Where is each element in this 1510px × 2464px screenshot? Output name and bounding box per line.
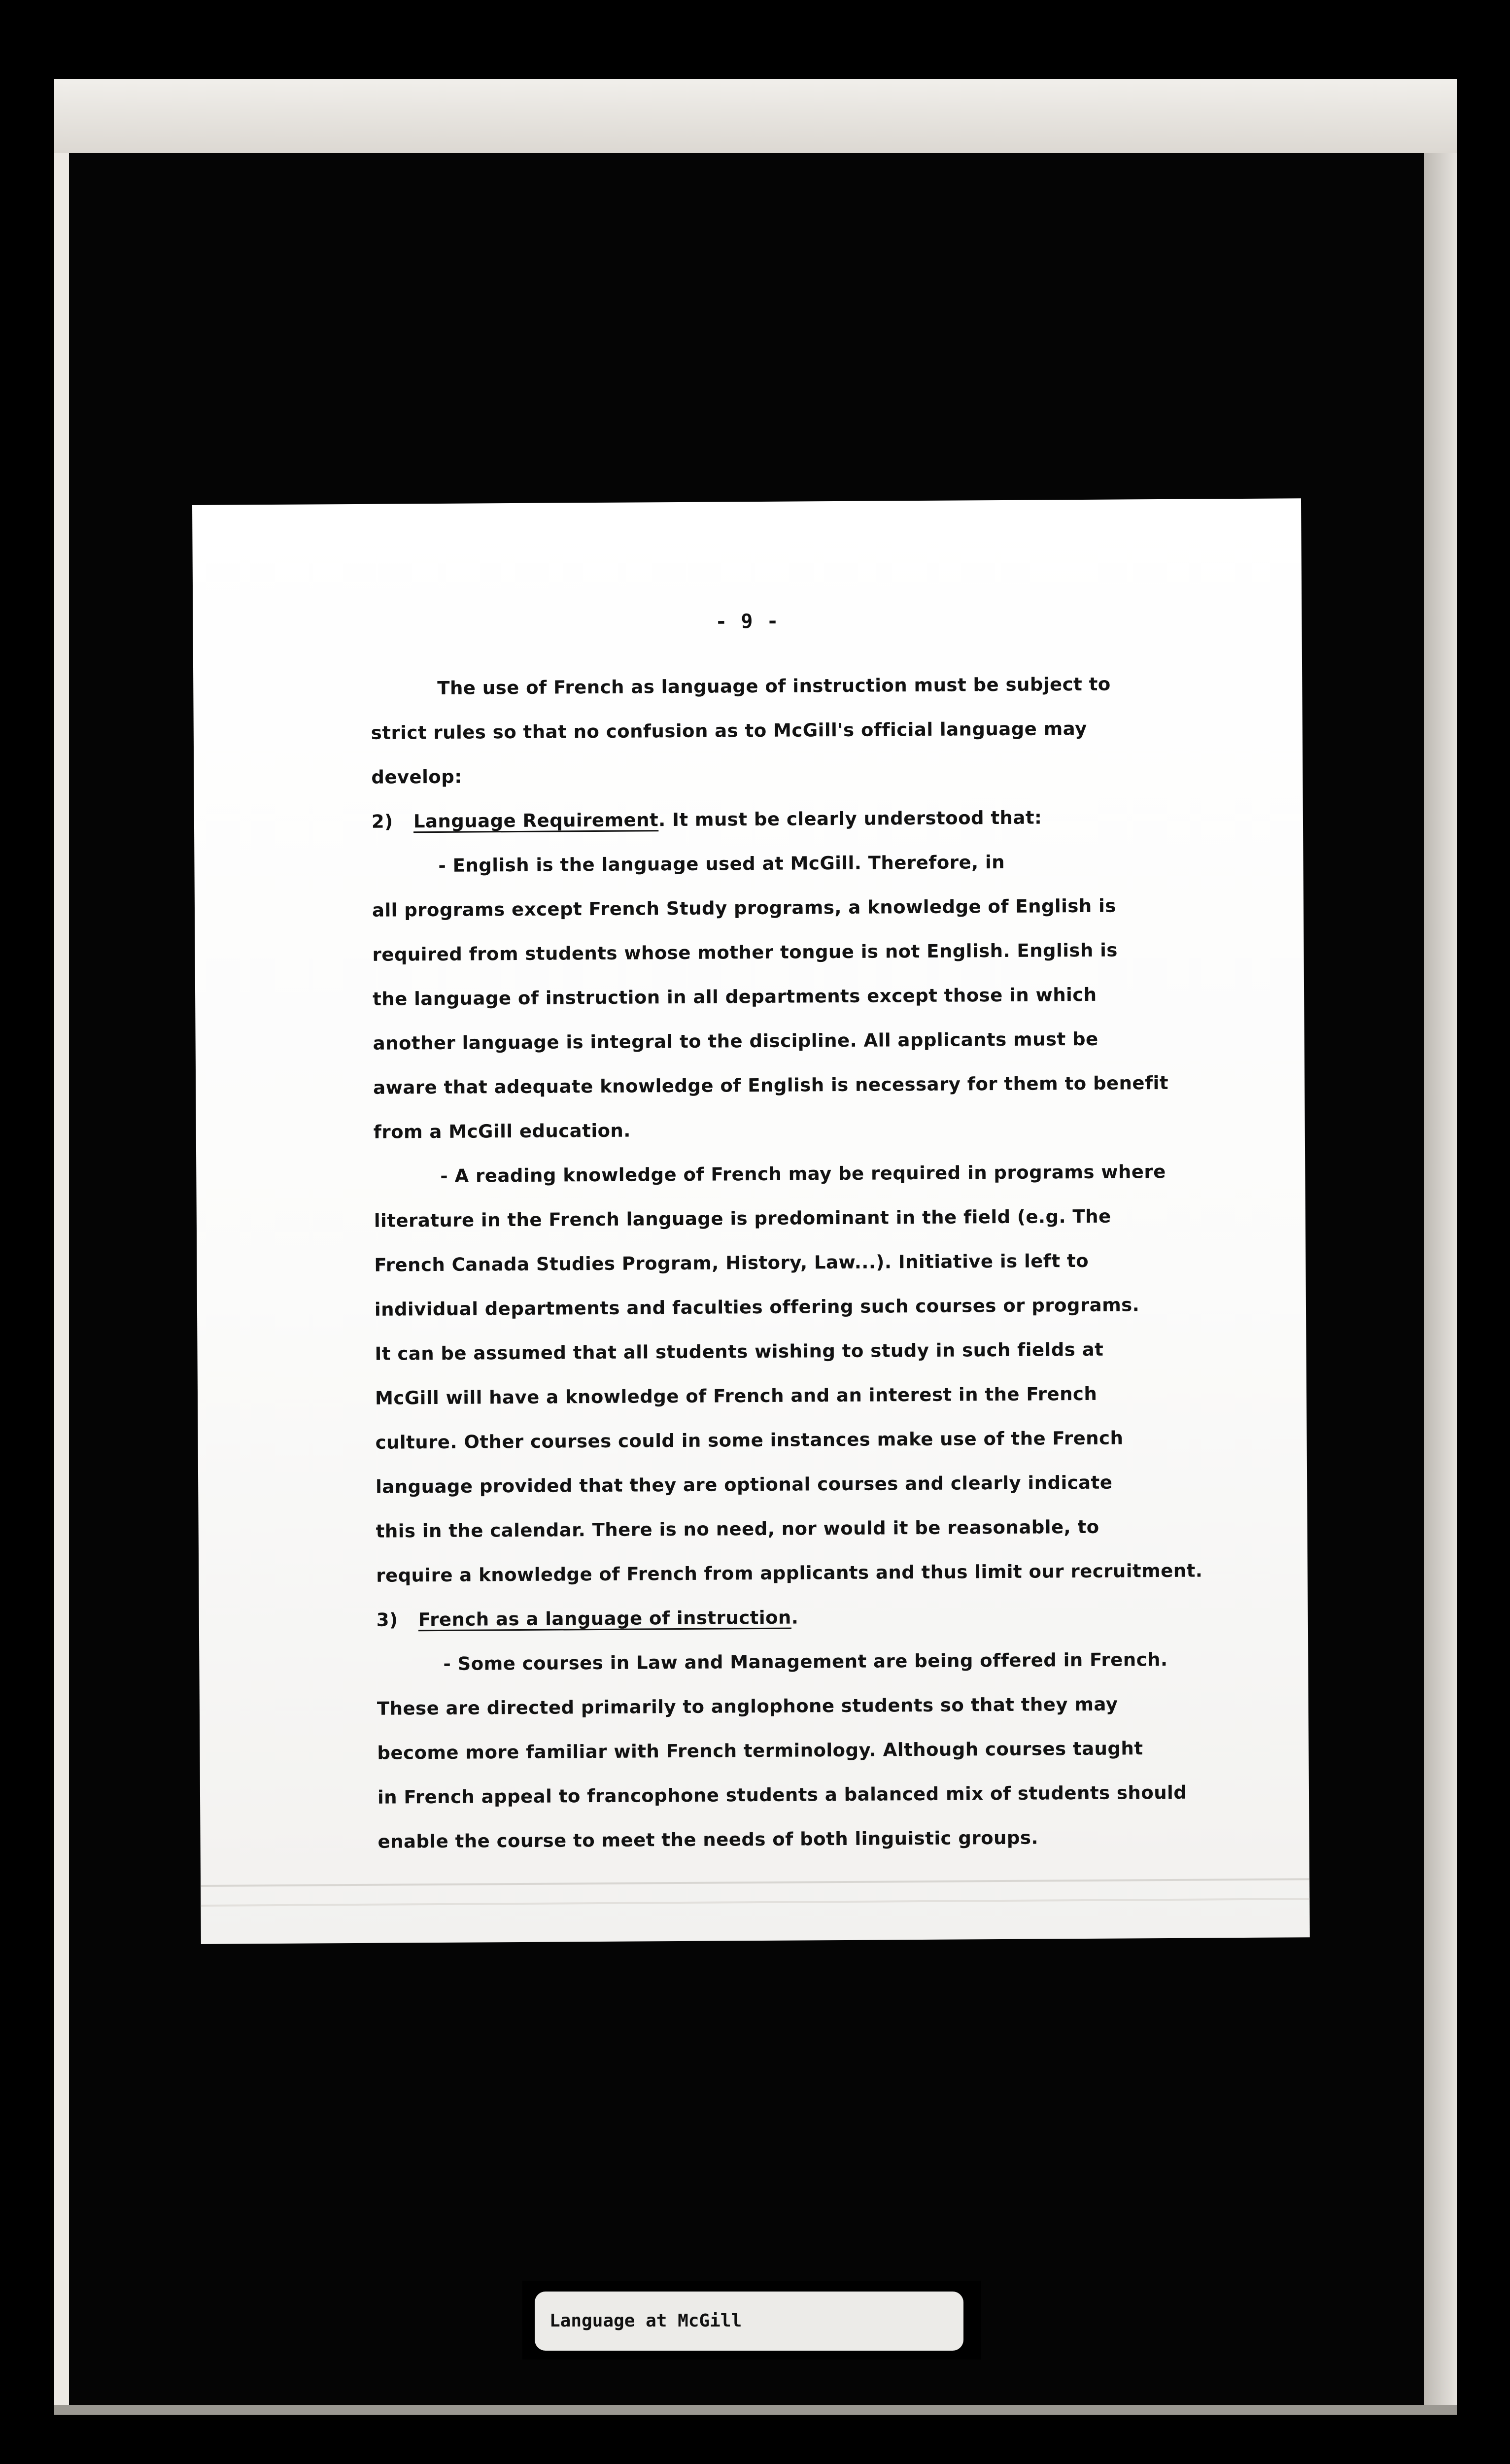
text-line: enable the course to meet the needs of both linguistic groups. [378, 1827, 1039, 1852]
text-line: - A reading knowledge of French may be required in programs where [440, 1161, 1166, 1187]
page-divider [201, 1898, 1309, 1907]
text-line: literature in the French language is predominant in the field (e.g. The [374, 1205, 1111, 1232]
text-line: - English is the language used at McGill. Therefore, in [438, 851, 1005, 876]
text-line: all programs except French Study programs, a knowledge of English is [372, 895, 1116, 921]
document-page [192, 498, 1310, 1944]
text-line: strict rules so that no confusion as to McGill's official language may [371, 718, 1087, 744]
section-heading-2 [372, 794, 1259, 844]
text-line: French Canada Studies Program, History, Law...). Initiative is left to [374, 1250, 1089, 1276]
document-body [371, 661, 1265, 1864]
page-divider [201, 1878, 1309, 1887]
film-right-edge [1424, 153, 1457, 2415]
text-line: aware that adequate knowledge of English is necessary for them to benefit [373, 1072, 1169, 1098]
text-line: McGill will have a knowledge of French and an interest in the French [375, 1383, 1098, 1409]
section-heading-3 [377, 1593, 1264, 1643]
film-top-strip [54, 79, 1457, 153]
text-line: this in the calendar. There is no need, nor would it be reasonable, to [376, 1516, 1099, 1542]
text-line: The use of French as language of instruction must be subject to [437, 673, 1111, 699]
text-line: develop: [371, 766, 462, 788]
section-number: 3) [376, 1609, 398, 1631]
section-title: Language Requirement [413, 809, 659, 832]
section-heading-rest: . It must be clearly understood that: [658, 807, 1042, 831]
text-line: individual departments and faculties offering such courses or programs. [374, 1294, 1140, 1320]
text-line: require a knowledge of French from applicants and thus limit our recruitment. [376, 1560, 1203, 1586]
section-heading-rest: . [791, 1607, 799, 1628]
text-line: - Some courses in Law and Management are being offered in French. [443, 1648, 1168, 1675]
caption-label: Language at McGill [535, 2292, 963, 2351]
caption-card [522, 2281, 981, 2360]
text-line: language provided that they are optional courses and clearly indicate [376, 1472, 1113, 1498]
text-line: another language is integral to the discipline. All applicants must be [373, 1028, 1098, 1054]
text-line: culture. Other courses could in some instances make use of the French [375, 1427, 1124, 1453]
section-number: 2) [371, 811, 393, 832]
text-line: from a McGill education. [373, 1120, 631, 1143]
text-line: in French appeal to francophone students a balanced mix of students should [377, 1781, 1187, 1808]
film-bottom-edge [54, 2405, 1457, 2415]
section-title: French as a language of instruction [418, 1607, 791, 1631]
text-line: become more familiar with French terminology. Although courses taught [377, 1738, 1143, 1764]
text-line: It can be assumed that all students wishing to study in such fields at [375, 1338, 1104, 1365]
text-line: the language of instruction in all departments except those in which [372, 984, 1097, 1010]
text-line: required from students whose mother tongue is not English. English is [372, 939, 1118, 965]
page-number: - 9 - [715, 610, 780, 633]
text-line: These are directed primarily to anglophone students so that they may [377, 1693, 1118, 1719]
